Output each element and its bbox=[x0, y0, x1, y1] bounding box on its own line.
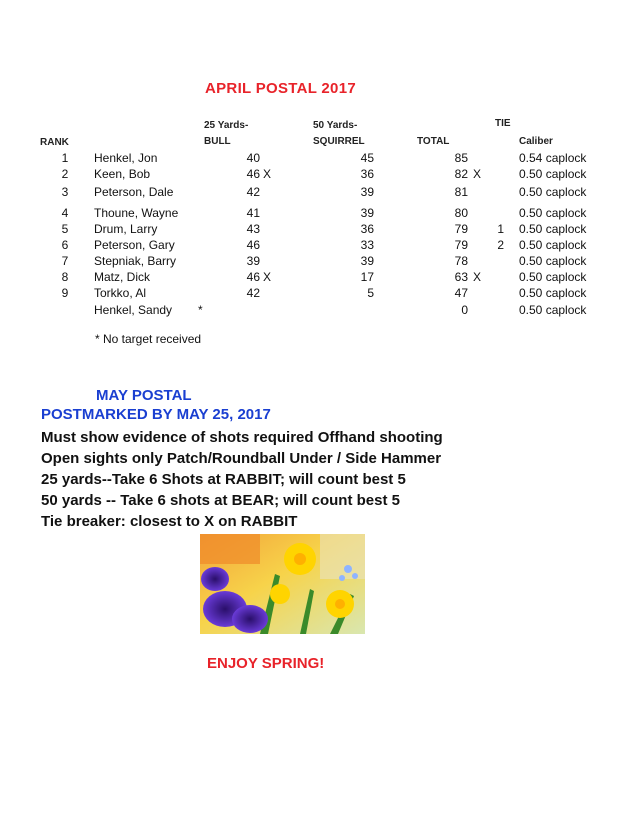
score-25-cell: 39 bbox=[246, 254, 260, 268]
caliber-cell: 0.50 caplock bbox=[519, 167, 587, 181]
score-25-cell: 40 bbox=[246, 151, 260, 165]
score-25-cell: 41 bbox=[246, 206, 260, 220]
total-cell: 79 bbox=[454, 222, 468, 236]
total-cell: 81 bbox=[454, 185, 468, 199]
score-50-cell: 17 bbox=[360, 270, 374, 284]
name-cell: Henkel, Jon bbox=[94, 151, 158, 165]
tie-cell: 1 bbox=[497, 222, 504, 236]
total-cell: 85 bbox=[454, 151, 468, 165]
rank-cell: 4 bbox=[61, 206, 69, 220]
score-50-cell: 39 bbox=[360, 254, 374, 268]
total-cell: 47 bbox=[454, 286, 468, 300]
header-bull: BULL bbox=[204, 136, 231, 147]
score-50-cell: 33 bbox=[360, 238, 374, 252]
total-cell: 80 bbox=[454, 206, 468, 220]
table-row bbox=[0, 206, 638, 223]
closing-message: ENJOY SPRING! bbox=[207, 655, 325, 672]
score-25-cell: 46 bbox=[246, 270, 260, 284]
score-50-cell: 39 bbox=[360, 206, 374, 220]
total-x-cell: X bbox=[473, 270, 482, 284]
table-row bbox=[0, 151, 638, 168]
header-total: TOTAL bbox=[417, 136, 450, 147]
header-squirrel: SQUIRREL bbox=[313, 136, 365, 147]
footnote: * No target received bbox=[95, 332, 202, 346]
x-25-cell: X bbox=[263, 167, 272, 181]
instruction-line: 50 yards -- Take 6 shots at BEAR; will count best 5 bbox=[41, 492, 400, 509]
caliber-cell: 0.50 caplock bbox=[519, 286, 587, 300]
table-row bbox=[0, 185, 638, 202]
score-25-cell: * bbox=[198, 303, 203, 317]
score-25-cell: 42 bbox=[246, 185, 260, 199]
spring-flowers-image bbox=[200, 534, 365, 634]
page-title: APRIL POSTAL 2017 bbox=[205, 80, 356, 97]
rank-cell: 7 bbox=[61, 254, 69, 268]
caliber-cell: 0.50 caplock bbox=[519, 185, 587, 199]
name-cell: Drum, Larry bbox=[94, 222, 158, 236]
header-caliber: Caliber bbox=[519, 136, 553, 147]
rank-cell: 3 bbox=[61, 185, 69, 199]
header-25-yards: 25 Yards- bbox=[204, 120, 249, 131]
score-50-cell: 45 bbox=[360, 151, 374, 165]
rank-cell: 8 bbox=[61, 270, 69, 284]
total-cell: 0 bbox=[461, 303, 468, 317]
postmark-deadline: POSTMARKED BY MAY 25, 2017 bbox=[41, 406, 271, 423]
header-tie: TIE bbox=[495, 118, 511, 129]
header-rank: RANK bbox=[40, 137, 69, 148]
name-cell: Keen, Bob bbox=[94, 167, 151, 181]
caliber-cell: 0.54 caplock bbox=[519, 151, 587, 165]
tie-cell: 2 bbox=[497, 238, 504, 252]
name-cell: Matz, Dick bbox=[94, 270, 151, 284]
name-cell: Torkko, Al bbox=[94, 286, 147, 300]
total-cell: 79 bbox=[454, 238, 468, 252]
score-25-cell: 43 bbox=[246, 222, 260, 236]
score-25-cell: 46 bbox=[246, 167, 260, 181]
score-25-cell: 46 bbox=[246, 238, 260, 252]
table-row bbox=[0, 238, 638, 255]
name-cell: Peterson, Dale bbox=[94, 185, 174, 199]
name-cell: Thoune, Wayne bbox=[94, 206, 179, 220]
rank-cell: 2 bbox=[61, 167, 69, 181]
instruction-line: 25 yards--Take 6 Shots at RABBIT; will count best 5 bbox=[41, 471, 406, 488]
may-postal-title: MAY POSTAL bbox=[96, 387, 192, 404]
rank-cell: 6 bbox=[61, 238, 69, 252]
score-50-cell: 5 bbox=[367, 286, 374, 300]
caliber-cell: 0.50 caplock bbox=[519, 303, 587, 317]
table-row bbox=[0, 254, 638, 271]
table-row bbox=[0, 286, 638, 303]
total-cell: 82 bbox=[454, 167, 468, 181]
caliber-cell: 0.50 caplock bbox=[519, 222, 587, 236]
caliber-cell: 0.50 caplock bbox=[519, 254, 587, 268]
caliber-cell: 0.50 caplock bbox=[519, 206, 587, 220]
score-50-cell: 39 bbox=[360, 185, 374, 199]
name-cell: Henkel, Sandy bbox=[94, 303, 173, 317]
instruction-line: Tie breaker: closest to X on RABBIT bbox=[41, 513, 298, 530]
total-x-cell: X bbox=[473, 167, 482, 181]
caliber-cell: 0.50 caplock bbox=[519, 270, 587, 284]
score-25-cell: 42 bbox=[246, 286, 260, 300]
total-cell: 63 bbox=[454, 270, 468, 284]
table-row bbox=[0, 167, 638, 184]
name-cell: Peterson, Gary bbox=[94, 238, 175, 252]
x-25-cell: X bbox=[263, 270, 272, 284]
name-cell: Stepniak, Barry bbox=[94, 254, 177, 268]
score-50-cell: 36 bbox=[360, 222, 374, 236]
rank-cell: 9 bbox=[61, 286, 69, 300]
instruction-line: Must show evidence of shots required Offhand shooting bbox=[41, 429, 443, 446]
caliber-cell: 0.50 caplock bbox=[519, 238, 587, 252]
table-row bbox=[0, 303, 638, 320]
table-row bbox=[0, 270, 638, 287]
header-50-yards: 50 Yards- bbox=[313, 120, 358, 131]
score-50-cell: 36 bbox=[360, 167, 374, 181]
instruction-line: Open sights only Patch/Roundball Under / Side Hammer bbox=[41, 450, 442, 467]
total-cell: 78 bbox=[454, 254, 468, 268]
rank-cell: 5 bbox=[61, 222, 69, 236]
table-row bbox=[0, 222, 638, 239]
rank-cell: 1 bbox=[61, 151, 69, 165]
